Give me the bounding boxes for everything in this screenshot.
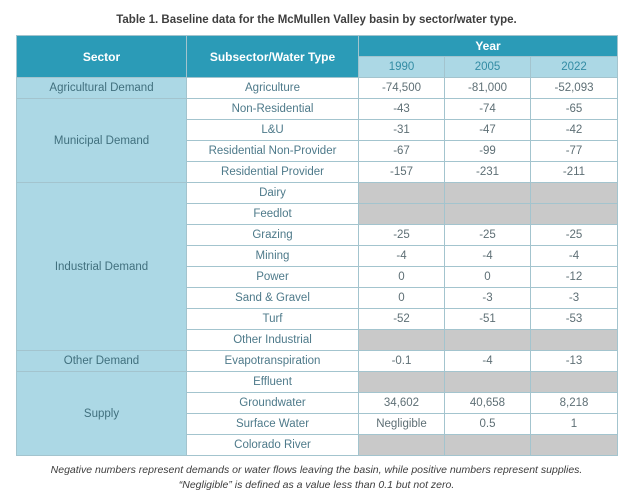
value-cell xyxy=(531,372,618,393)
sector-cell-supply: Supply xyxy=(17,372,187,456)
sector-cell-other: Other Demand xyxy=(17,351,187,372)
value-cell: -4 xyxy=(531,246,618,267)
subsector-cell: Turf xyxy=(187,309,359,330)
sector-cell-industrial: Industrial Demand xyxy=(17,183,187,351)
subsector-cell: Sand & Gravel xyxy=(187,288,359,309)
subsector-cell: Surface Water xyxy=(187,414,359,435)
sector-cell-agricultural: Agricultural Demand xyxy=(17,78,187,99)
value-cell: -211 xyxy=(531,162,618,183)
value-cell: -12 xyxy=(531,267,618,288)
value-cell: -43 xyxy=(359,99,445,120)
table-title: Table 1. Baseline data for the McMullen Valley basin by sector/water type. xyxy=(116,14,517,26)
subsector-cell: L&U xyxy=(187,120,359,141)
value-cell: -65 xyxy=(531,99,618,120)
footnote-negative-numbers: Negative numbers represent demands or water flows leaving the basin, while positive numbers represent supplies. xyxy=(50,464,583,476)
value-cell xyxy=(445,330,531,351)
value-cell xyxy=(359,372,445,393)
value-cell: 40,658 xyxy=(445,393,531,414)
value-cell xyxy=(445,372,531,393)
subsector-cell: Other Industrial xyxy=(187,330,359,351)
footnote-negligible-definition: “Negligible” is defined as a value less than 0.1 but not zero. xyxy=(178,478,455,491)
value-cell: -25 xyxy=(445,225,531,246)
value-cell xyxy=(445,204,531,225)
value-cell xyxy=(359,183,445,204)
value-cell xyxy=(531,204,618,225)
subsector-cell: Non-Residential xyxy=(187,99,359,120)
table-row xyxy=(17,183,618,204)
subsector-cell: Grazing xyxy=(187,225,359,246)
table-row xyxy=(17,78,618,99)
value-cell: -25 xyxy=(531,225,618,246)
value-cell: 0 xyxy=(359,288,445,309)
subsector-cell: Groundwater xyxy=(187,393,359,414)
table-row xyxy=(17,351,618,372)
sector-header: Sector xyxy=(17,36,187,78)
value-cell: -157 xyxy=(359,162,445,183)
subsector-cell: Residential Non-Provider xyxy=(187,141,359,162)
value-cell: -0.1 xyxy=(359,351,445,372)
value-cell: -31 xyxy=(359,120,445,141)
value-cell xyxy=(359,435,445,456)
value-cell: -47 xyxy=(445,120,531,141)
baseline-data-table xyxy=(16,35,618,456)
table-row xyxy=(17,372,618,393)
subsector-cell: Colorado River xyxy=(187,435,359,456)
value-cell: -51 xyxy=(445,309,531,330)
value-cell: -67 xyxy=(359,141,445,162)
value-cell: -52,093 xyxy=(531,78,618,99)
value-cell: 0 xyxy=(359,267,445,288)
subsector-cell: Power xyxy=(187,267,359,288)
value-cell: 34,602 xyxy=(359,393,445,414)
value-cell: -74,500 xyxy=(359,78,445,99)
value-cell xyxy=(359,204,445,225)
subsector-cell: Residential Provider xyxy=(187,162,359,183)
subsector-cell: Agriculture xyxy=(187,78,359,99)
value-cell: -25 xyxy=(359,225,445,246)
value-cell xyxy=(445,435,531,456)
value-cell: -99 xyxy=(445,141,531,162)
table-row xyxy=(17,99,618,120)
value-cell xyxy=(531,183,618,204)
value-cell: -231 xyxy=(445,162,531,183)
value-cell xyxy=(531,435,618,456)
year-header: Year xyxy=(359,36,618,57)
value-cell: -81,000 xyxy=(445,78,531,99)
value-cell: Negligible xyxy=(359,414,445,435)
value-cell: -4 xyxy=(445,351,531,372)
subsector-cell: Feedlot xyxy=(187,204,359,225)
footnotes xyxy=(16,463,617,492)
value-cell xyxy=(359,330,445,351)
value-cell: -4 xyxy=(445,246,531,267)
value-cell: -42 xyxy=(531,120,618,141)
value-cell: -3 xyxy=(445,288,531,309)
year-2005-header: 2005 xyxy=(445,57,531,78)
year-2022-header: 2022 xyxy=(531,57,618,78)
value-cell: -52 xyxy=(359,309,445,330)
value-cell: -13 xyxy=(531,351,618,372)
value-cell: -53 xyxy=(531,309,618,330)
sector-cell-municipal: Municipal Demand xyxy=(17,99,187,183)
header-row-1 xyxy=(17,36,618,57)
subsector-cell: Mining xyxy=(187,246,359,267)
subsector-cell: Dairy xyxy=(187,183,359,204)
subsector-cell: Evapotranspiration xyxy=(187,351,359,372)
value-cell: 0.5 xyxy=(445,414,531,435)
subsector-header: Subsector/Water Type xyxy=(187,36,359,78)
value-cell: -77 xyxy=(531,141,618,162)
year-1990-header: 1990 xyxy=(359,57,445,78)
value-cell: 8,218 xyxy=(531,393,618,414)
value-cell xyxy=(445,183,531,204)
value-cell: -4 xyxy=(359,246,445,267)
subsector-cell: Effluent xyxy=(187,372,359,393)
value-cell: 1 xyxy=(531,414,618,435)
value-cell: -3 xyxy=(531,288,618,309)
value-cell: -74 xyxy=(445,99,531,120)
value-cell: 0 xyxy=(445,267,531,288)
value-cell xyxy=(531,330,618,351)
